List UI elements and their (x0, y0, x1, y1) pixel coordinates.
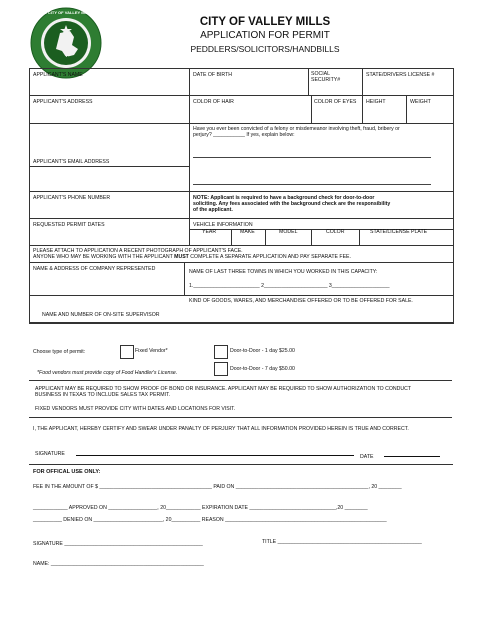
label-supervisor: NAME AND NUMBER OF ON-SITE SUPERVISOR (42, 312, 160, 318)
official-title-line[interactable]: TITLE __________________________________________________ (262, 539, 422, 545)
label-door-1-day: Door-to-Door - 1 day $25.00 (230, 348, 295, 354)
label-last-towns: NAME OF LAST THREE TOWNS IN WHICH YOU WORKED IN THIS CAPACITY: (189, 269, 378, 275)
felony-explain-line-2[interactable] (193, 184, 431, 185)
door-to-door-7-day-checkbox[interactable] (214, 362, 228, 376)
approved-line[interactable]: ____________ APPROVED ON _________________, 20____________ EXPIRATION DATE ______________________________,20 ________ (33, 505, 368, 511)
license-field[interactable] (363, 79, 451, 94)
bond-notice-1: APPLICANT MAY BE REQUIRED TO SHOW PROOF OF BOND OR INSURANCE. APPLICANT MAY BE REQUIRED TO SHOW AUTHORIZATION TO CONDUCT (35, 386, 412, 392)
label-vehicle-info: VEHICLE INFORMATION (193, 222, 253, 228)
date-line[interactable] (384, 456, 440, 457)
label-fixed-vendor: Fixed Vendor* (135, 348, 168, 354)
label-address: APPLICANT'S ADDRESS (33, 99, 93, 105)
weight-field[interactable] (407, 106, 451, 122)
label-phone: APPLICANT'S PHONE NUMBER (33, 195, 111, 201)
felony-question-1: Have you ever been convicted of a felony or misdemeanor involving theft, fraud, bribery or (193, 126, 400, 132)
form-subtitle-2: PEDDLERS/SOLICITORS/HANDBILLS (190, 44, 340, 54)
label-hair: COLOR OF HAIR (193, 99, 234, 105)
label-vehicle-make: MAKE (240, 229, 255, 235)
form-subtitle: APPLICATION FOR PERMIT (200, 30, 330, 41)
door-to-door-1-day-checkbox[interactable] (214, 345, 228, 359)
label-vehicle-year: YEAR (202, 229, 217, 235)
fixed-vendor-checkbox[interactable] (120, 345, 134, 359)
permit-dates-field[interactable] (30, 229, 188, 244)
label-eyes: COLOR OF EYES (314, 99, 357, 105)
official-signature-line[interactable]: SIGNATURE ________________________________________________ (33, 541, 203, 547)
label-license: STATE/DRIVERS LICENSE # (366, 72, 435, 78)
food-vendor-note: *Food vendors must provide copy of Food Handler's License. (37, 370, 178, 376)
email-field[interactable] (30, 167, 188, 190)
vehicle-color-field[interactable] (312, 236, 358, 244)
label-vehicle-color: COLOR (326, 229, 345, 235)
background-note-2: soliciting. Any fees associated with the background check are the responsibility (193, 201, 391, 207)
label-vehicle-plate: STATE/LICENSE PLATE (370, 229, 428, 235)
fixed-vendor-notice: FIXED VENDORS MUST PROVIDE CITY WITH DATES AND LOCATIONS FOR VISIT. (35, 406, 236, 412)
address-field[interactable] (30, 106, 188, 122)
label-signature: SIGNATURE (35, 451, 65, 457)
dob-field[interactable] (190, 79, 307, 94)
signature-line[interactable] (76, 455, 354, 456)
vehicle-make-field[interactable] (232, 236, 264, 244)
background-note-1: NOTE: Applicant is required to have a background check for door-to-door (193, 195, 375, 201)
label-door-7-day: Door-to-Door - 7 day $50.00 (230, 366, 295, 372)
label-dob: DATE OF BIRTH (193, 72, 233, 78)
vehicle-model-field[interactable] (266, 236, 310, 244)
denied-line[interactable]: __________ DENIED ON ________________________, 20__________ REASON ________________________________________________________ (33, 517, 387, 523)
separate-application-notice: ANYONE WHO MAY BE WORKING WITH THE APPLICANT MUST COMPLETE A SEPARATE APPLICATION AND PAY SEPARATE FEE. (33, 254, 351, 260)
label-ssn-2: SECURITY# (311, 77, 341, 83)
goods-field[interactable] (185, 305, 451, 321)
vehicle-plate-field[interactable] (360, 236, 451, 244)
vehicle-year-field[interactable] (190, 236, 230, 244)
form-title: CITY OF VALLEY MILLS (199, 16, 331, 28)
official-use-heading: FOR OFFICAL USE ONLY: (33, 469, 101, 475)
company-field[interactable] (30, 273, 183, 294)
felony-explain-line-1[interactable] (193, 157, 431, 158)
applicant-name-field[interactable] (30, 79, 188, 94)
ssn-field[interactable] (309, 84, 361, 94)
phone-field[interactable] (30, 202, 188, 217)
label-applicant-name: APPLICANT'S NAME (33, 72, 83, 78)
label-permit-dates: REQUESTED PERMIT DATES (33, 222, 105, 228)
seal-ring-text: THE CITY OF VALLEY MILLS (38, 10, 94, 15)
felony-question-2: perjury? ___________ If yes, explain below: (193, 132, 295, 138)
certification-statement: I, THE APPLICANT, HEREBY CERTIFY AND SWEAR UNDER PANALTY OF PERJURY THAT ALL INFORMATION PROVIDED HEREIN IS TRUE AND CORRECT. (33, 426, 409, 432)
label-company: NAME & ADDRESS OF COMPANY REPRESENTED (33, 266, 156, 272)
label-choose-permit: Choose type of permit: (33, 349, 86, 355)
label-ssn-1: SOCIAL (311, 71, 331, 77)
official-name-line[interactable]: NAME: _____________________________________________________ (33, 561, 204, 567)
eyes-field[interactable] (312, 106, 361, 122)
label-vehicle-model: MODEL (279, 229, 298, 235)
label-email: APPLICANT'S EMAIL ADDRESS (33, 159, 110, 165)
last-towns-lines[interactable]: 1._______________________ 2______________________ 3____________________ (189, 283, 390, 289)
label-goods: KIND OF GOODS, WARES, AND MERCHANDISE OFFERED OR TO BE OFFERED FOR SALE. (189, 298, 413, 304)
label-height: HEIGHT (366, 99, 386, 105)
height-field[interactable] (363, 106, 405, 122)
seal-center-text: TEXAS (54, 55, 78, 63)
background-note-3: of the applicant. (193, 207, 233, 213)
label-weight: WEIGHT (410, 99, 431, 105)
fee-line[interactable]: FEE IN THE AMOUNT OF $ _______________________________________ PAID ON ______________________________________________, 20 ________ (33, 484, 402, 490)
photo-instruction: PLEASE ATTACH TO APPLICATION A RECENT PHOTOGRAPH OF APPLICANT'S FACE. (33, 248, 243, 254)
label-date: DATE (360, 454, 374, 460)
hair-field[interactable] (190, 106, 310, 122)
bond-notice-2: BUSINESS IN TEXAS TO INCLUDE SALES TAX PERMIT. (35, 392, 171, 398)
